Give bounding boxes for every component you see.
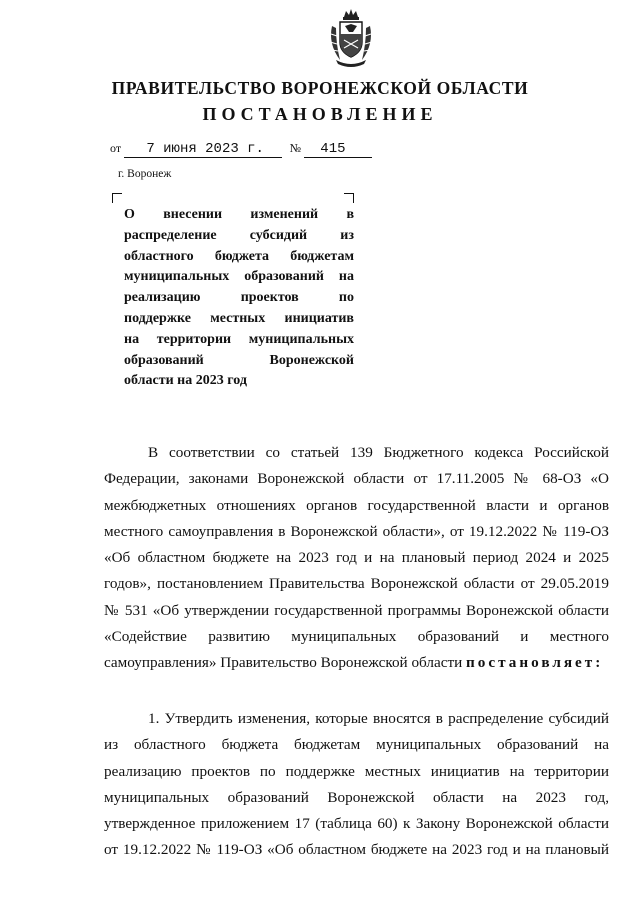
title-bracket-right	[344, 193, 354, 203]
body-line: местного самоуправления в Воронежской области», от 19.12.2022 № 119-ОЗ	[104, 522, 609, 540]
number-value: 415	[320, 141, 346, 157]
coat-of-arms-emblem	[326, 8, 376, 70]
body-line: из областного бюджета бюджетам муниципальных образований на	[104, 736, 609, 754]
body-line: годов», постановлением Правительства Воронежской области от 29.05.2019	[104, 575, 609, 593]
title-line: области на 2023 год	[124, 373, 247, 389]
title-line: распределение субсидий из	[124, 227, 354, 243]
body-line: В соответствии со статьей 139 Бюджетного кодекса Российской	[148, 444, 609, 461]
number-field	[304, 140, 372, 158]
body-line: межбюджетных отношениях органов государственной власти и органов	[104, 496, 609, 514]
item-1-paragraph	[104, 706, 609, 864]
date-prefix: от	[110, 141, 122, 155]
number-prefix: №	[289, 141, 302, 155]
body-line: реализацию проектов по поддержке местных инициатив на территории	[104, 762, 609, 780]
body-line-last	[104, 650, 609, 676]
title-line: на территории муниципальных	[124, 331, 354, 347]
title-line: О внесении изменений в	[124, 207, 354, 222]
body-line: «Содействие развитию муниципальных образований и местного	[104, 628, 609, 646]
resolve-word: постановляет:	[466, 654, 604, 672]
title-line: реализацию проектов по	[124, 290, 354, 306]
government-name: ПРАВИТЕЛЬСТВО ВОРОНЕЖСКОЙ ОБЛАСТИ	[111, 78, 529, 98]
title-line: областного бюджета бюджетам	[124, 248, 354, 264]
body-line: Федерации, законами Воронежской области от 17.11.2005 № 68-ОЗ «О	[104, 470, 609, 488]
date-field	[124, 140, 282, 158]
title-line: муниципальных образований на	[124, 269, 354, 285]
date-value: 7 июня 2023 г.	[146, 141, 264, 157]
document-type: ПОСТАНОВЛЕНИЕ	[202, 104, 438, 124]
body-line: от 19.12.2022 № 119-ОЗ «Об областном бюджете на 2023 год и на плановый	[104, 841, 609, 859]
body-line: 1. Утвердить изменения, которые вносятся в распределение субсидий	[148, 710, 609, 727]
date-number-line	[110, 140, 372, 158]
body-line: утвержденное приложением 17 (таблица 60) к Закону Воронежской области	[104, 815, 609, 833]
title-line: образований Воронежской	[124, 352, 354, 368]
city-label: г. Воронеж	[118, 168, 172, 180]
title-bracket-left	[112, 193, 122, 203]
document-title	[124, 205, 354, 392]
preamble-paragraph	[104, 440, 609, 677]
body-line: «Об областном бюджете на 2023 год и на плановый период 2024 и 2025	[104, 549, 609, 567]
body-line-text: самоуправления» Правительство Воронежской области	[104, 654, 467, 672]
body-line: муниципальных образований Воронежской области на 2023 год,	[104, 788, 609, 806]
title-line: поддержке местных инициатив	[124, 310, 354, 326]
body-line: № 531 «Об утверждении государственной программы Воронежской области	[104, 601, 609, 619]
